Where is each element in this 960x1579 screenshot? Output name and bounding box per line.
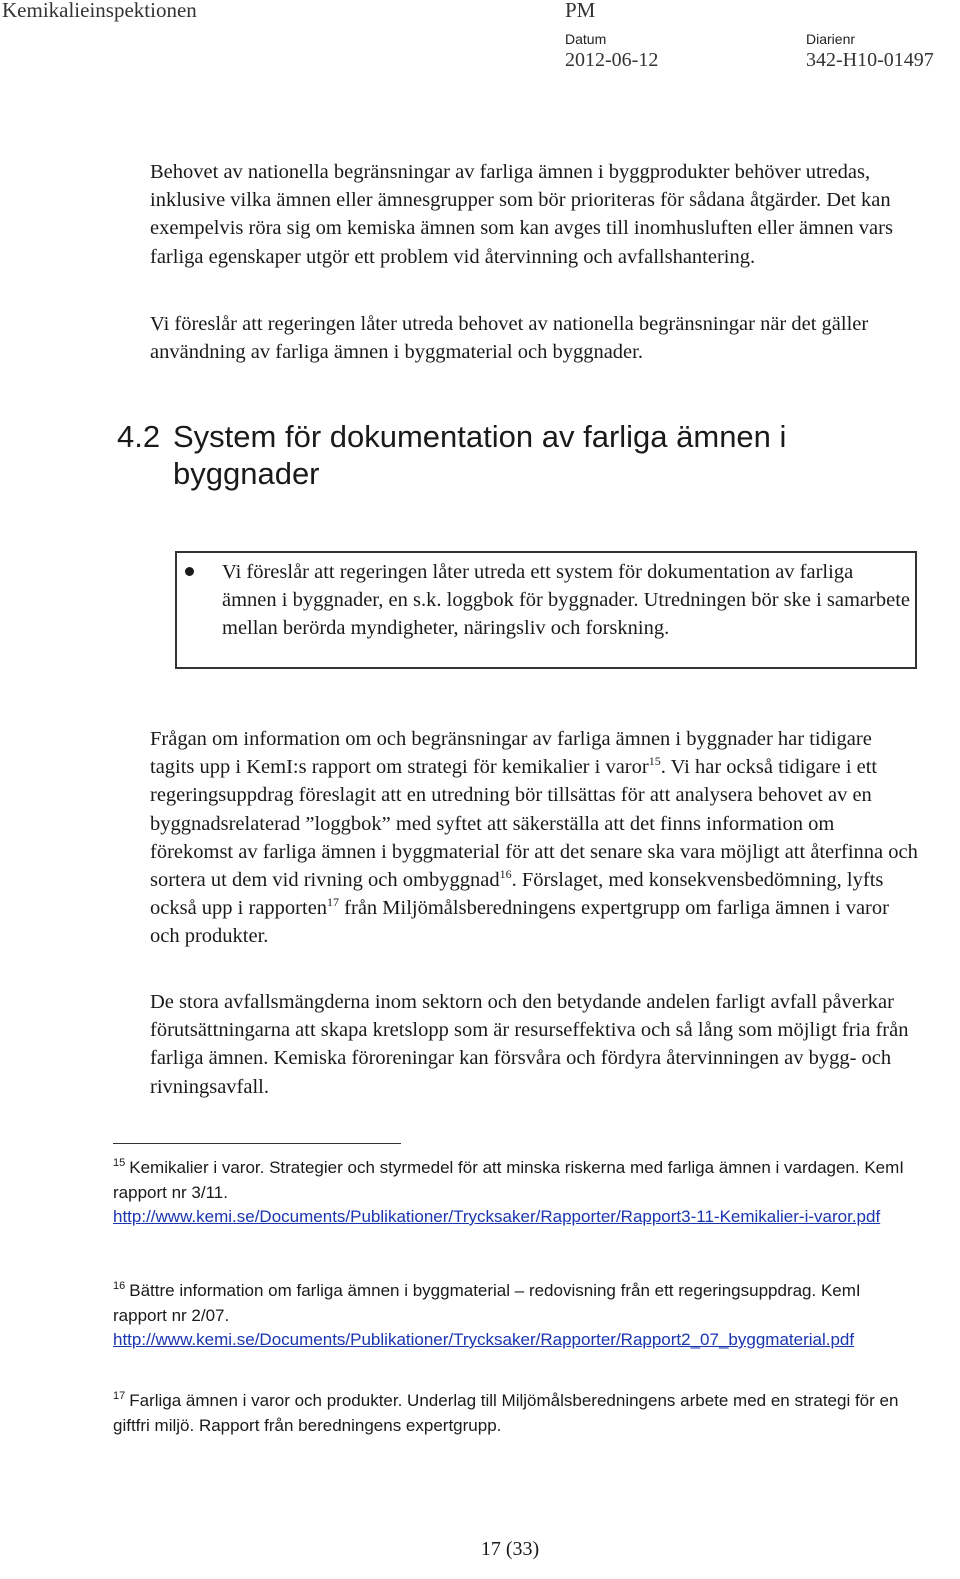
footnote-ref-16[interactable]: 16 [499, 867, 512, 882]
footnote-ref-15[interactable]: 15 [648, 754, 661, 769]
footnote-number: 16 [113, 1280, 126, 1293]
paragraph-3: Frågan om information om och begränsningar av farliga ämnen i byggnader har tidigare tagits upp i KemI:s rapport om strategi för kemikalier i varor$^{15}$. Vi har också tidigare i ett regeringsuppdrag föreslagit att en utredning bör tillsättas för att analysera behovet av en byggnadsrelaterad ”loggbok” med syftet att säkerställa att det finns information om förekomst av farliga ämnen i byggmaterial för att det senare ska vara möjligt att återfinna och sortera ut dem vid rivning och ombyggnad$^{16}$. Förslaget, med konsekvensbedömning, lyfts också upp i rapporten$^{17}$ från Miljömålsberedningens expertgrupp om farliga ämnen i varor och produkter. [150, 728, 918, 948]
footnote-link[interactable]: http://www.kemi.se/Documents/Publikationer/Trycksaker/Rapporter/Rapport2_07_byggmaterial.pdf [113, 1330, 855, 1349]
footnote-number: 17 [113, 1390, 126, 1403]
paragraph-1: Behovet av nationella begränsningar av farliga ämnen i byggprodukter behöver utredas, inklusive vilka ämnen eller ämnesgrupper som bör prioriteras för sådana åtgärder. Det kan exempelvis röra sig om kemiska ämnen som kan avges till inomhusluften eller ämnen vars farliga egenskaper utgör ett problem vid återvinning och avfallshantering. [150, 161, 893, 268]
bullet-icon [185, 567, 194, 576]
ref-label: Diarienr [806, 31, 856, 47]
date-value: 2012-06-12 [565, 49, 659, 71]
footnote-text: Farliga ämnen i varor och produkter. Underlag till Miljömålsberedningens arbete med en strategi för en giftfri miljö. Rapport från beredningens expertgrupp. [113, 1391, 899, 1435]
section-title-line-1: System för dokumentation av farliga ämnen i [173, 419, 787, 454]
section-heading [117, 418, 917, 492]
date-label: Datum [565, 31, 607, 47]
page-number: 17 (33) [480, 1538, 540, 1560]
paragraph-4: De stora avfallsmängderna inom sektorn och den betydande andelen farligt avfall påverkar förutsättningarna att skapa kretslopp som är resurseffektiva och så lång som möjligt fria från farliga ämnen. Kemiska föroreningar kan försvåra och fördyra återvinningen av bygg- och rivningsavfall. [150, 991, 909, 1098]
footnote-text: Bättre information om farliga ämnen i byggmaterial – redovisning från ett regeringsuppdrag. KemI rapport nr 2/07. [113, 1281, 861, 1325]
footnote-15 [113, 1156, 913, 1230]
header-organization: Kemikalieinspektionen [2, 0, 197, 22]
footnote-ref-17[interactable]: 17 [327, 895, 340, 910]
footnote-separator [113, 1143, 401, 1144]
proposal-text: Vi föreslår att regeringen låter utreda ett system för dokumentation av farliga ämnen i byggnader, en s.k. loggbok för byggnader. Utredningen bör ske i samarbete mellan berörda myndigheter, näringsliv och forskning. [222, 561, 911, 640]
header-doc-type: PM [565, 0, 596, 22]
footnote-16 [113, 1279, 913, 1353]
footnote-link[interactable]: http://www.kemi.se/Documents/Publikationer/Trycksaker/Rapporter/Rapport3-11-Kemikalier-i-varor.pdf [113, 1207, 881, 1226]
footnote-number: 15 [113, 1157, 126, 1170]
ref-value: 342-H10-01497 [806, 49, 934, 71]
footnote-text: Kemikalier i varor. Strategier och styrmedel för att minska riskerna med farliga ämnen i vardagen. KemI rapport nr 3/11. [113, 1158, 905, 1202]
section-number: 4.2 [117, 419, 161, 454]
section-title-line-2: byggnader [173, 456, 320, 491]
footnote-17 [113, 1389, 913, 1438]
paragraph-2: Vi föreslår att regeringen låter utreda behovet av nationella begränsningar när det gäller användning av farliga ämnen i byggmaterial och byggnader. [150, 313, 869, 364]
